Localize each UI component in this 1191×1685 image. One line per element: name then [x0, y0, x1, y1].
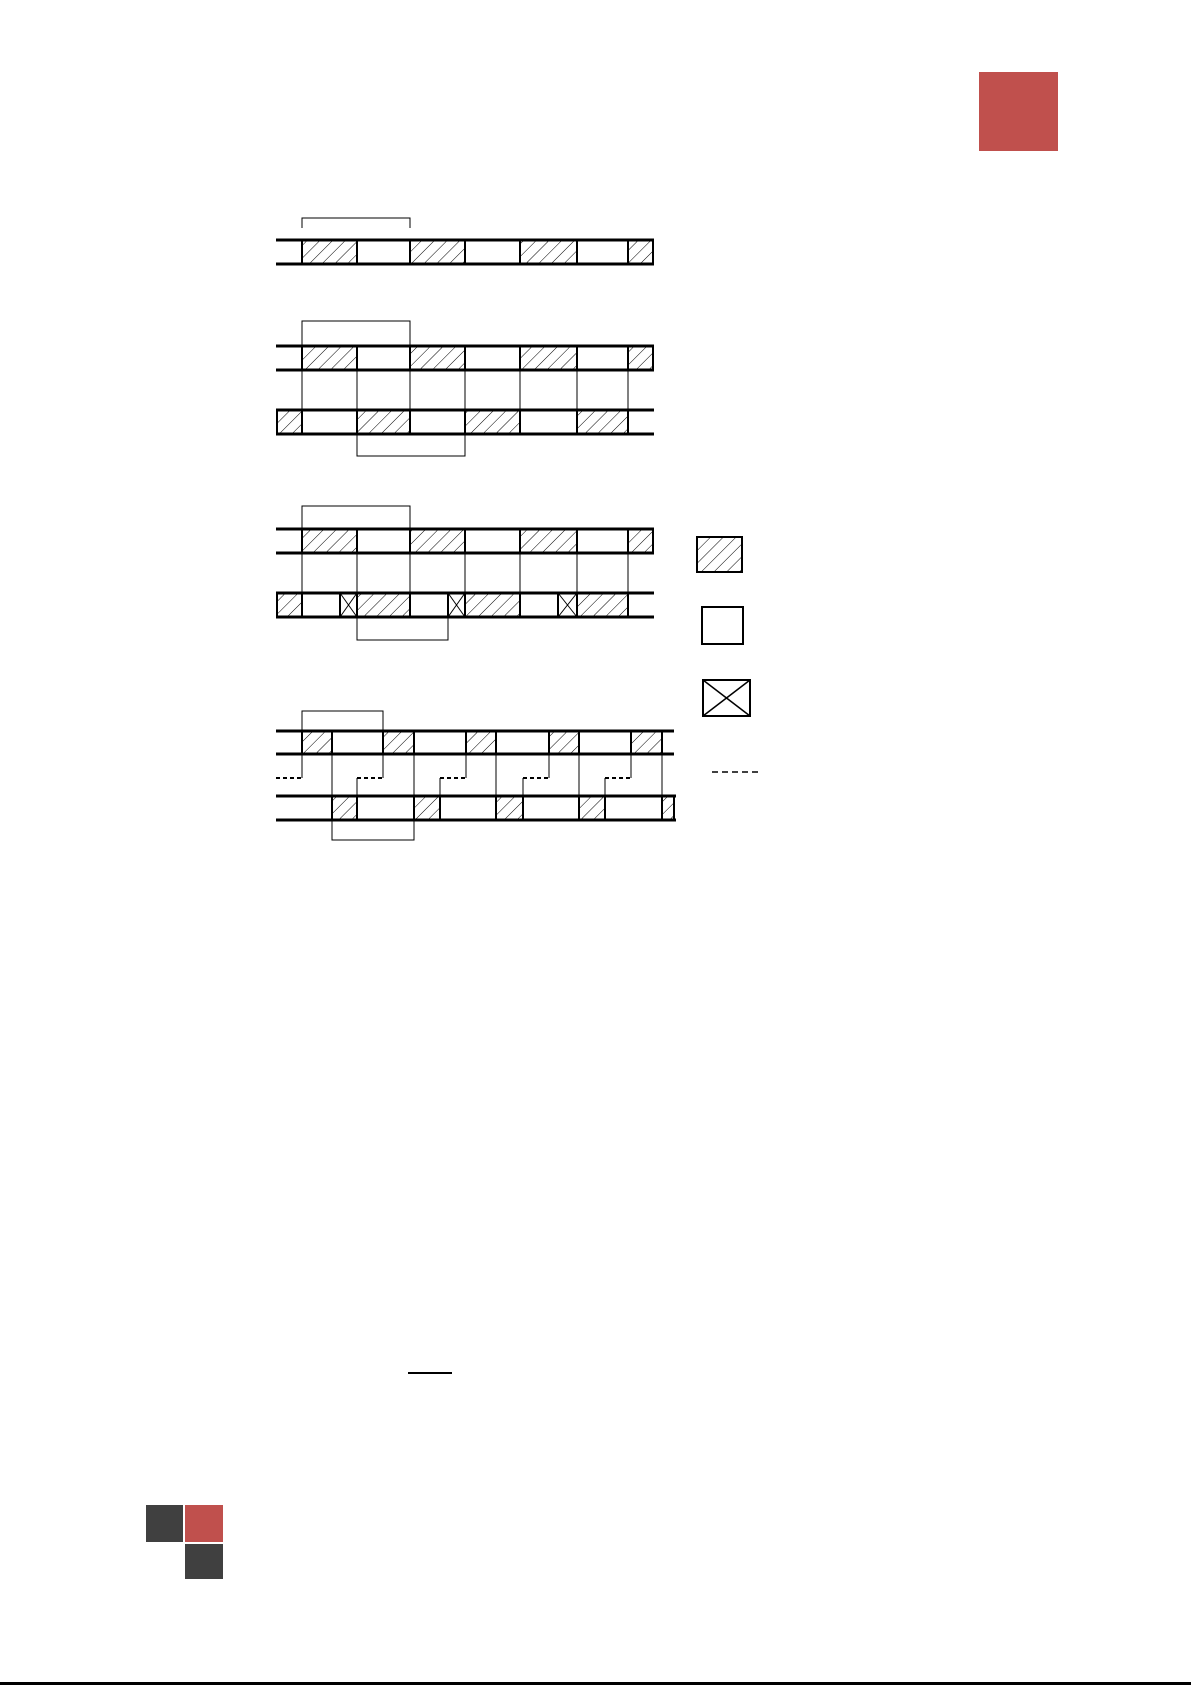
idle-cell: [357, 796, 414, 820]
idle-cell: [357, 529, 410, 553]
busy-cell: [466, 731, 496, 754]
period-bracket-bottom: [357, 617, 448, 640]
idle-cell: [579, 731, 631, 754]
legend: [697, 537, 762, 772]
busy-cell: [577, 593, 628, 617]
busy-cell: [579, 796, 605, 820]
busy-cell: [628, 240, 653, 264]
idle-cell: [357, 346, 410, 370]
busy-cell: [302, 731, 332, 754]
busy-cell: [520, 529, 577, 553]
diagram-row-4: [276, 711, 676, 840]
idle-cell: [496, 731, 549, 754]
busy-cell: [302, 346, 357, 370]
period-bracket-top: [302, 711, 383, 730]
busy-cell: [465, 593, 520, 617]
idle-cell: [577, 240, 628, 264]
period-bracket-top: [302, 321, 410, 345]
diagram-row-1: [276, 218, 654, 264]
idle-cell: [414, 731, 466, 754]
busy-cell: [383, 731, 414, 754]
busy-cell: [410, 529, 465, 553]
crossed-cell: [448, 593, 465, 617]
busy-cell: [302, 240, 357, 264]
crossed-box-icon: [703, 680, 750, 716]
crossed-cell: [558, 593, 577, 617]
idle-cell: [520, 593, 558, 617]
idle-cell: [410, 593, 448, 617]
connector-lines: [302, 553, 628, 593]
period-bracket-top: [302, 506, 410, 528]
busy-cell: [277, 410, 302, 434]
idle-cell: [605, 796, 662, 820]
busy-cell: [302, 529, 357, 553]
busy-cell: [357, 593, 410, 617]
busy-cell: [631, 731, 662, 754]
idle-cell: [465, 529, 520, 553]
idle-cell: [465, 346, 520, 370]
busy-cell: [277, 593, 302, 617]
idle-cell: [302, 593, 340, 617]
busy-cell: [414, 796, 440, 820]
busy-cell: [357, 410, 410, 434]
idle-cell: [332, 731, 383, 754]
connector-lines: [302, 754, 662, 796]
period-bracket-bottom: [357, 434, 465, 456]
busy-cell: [410, 346, 465, 370]
connector-lines: [302, 370, 628, 410]
busy-cell: [410, 240, 465, 264]
busy-cell: [520, 240, 577, 264]
busy-cell: [628, 346, 653, 370]
idle-cell: [302, 410, 357, 434]
period-bracket-bottom: [332, 820, 414, 840]
busy-cell: [520, 346, 577, 370]
crossed-cell: [340, 593, 357, 617]
idle-cell: [357, 240, 410, 264]
idle-cell: [523, 796, 579, 820]
busy-cell: [662, 796, 674, 820]
busy-cell: [496, 796, 523, 820]
diagram-row-2: [276, 321, 654, 456]
idle-cell: [520, 410, 577, 434]
busy-cell: [628, 529, 653, 553]
busy-cell: [549, 731, 579, 754]
idle-cell: [465, 240, 520, 264]
idle-cell: [410, 410, 465, 434]
idle-cell: [440, 796, 496, 820]
hatched-box-icon: [697, 537, 742, 572]
busy-cell: [465, 410, 520, 434]
idle-cell: [577, 529, 628, 553]
diagram-row-3: [276, 506, 654, 640]
busy-cell: [332, 796, 357, 820]
period-bracket: [302, 218, 410, 228]
idle-cell: [577, 346, 628, 370]
empty-box-icon: [702, 607, 743, 644]
busy-cell: [577, 410, 628, 434]
